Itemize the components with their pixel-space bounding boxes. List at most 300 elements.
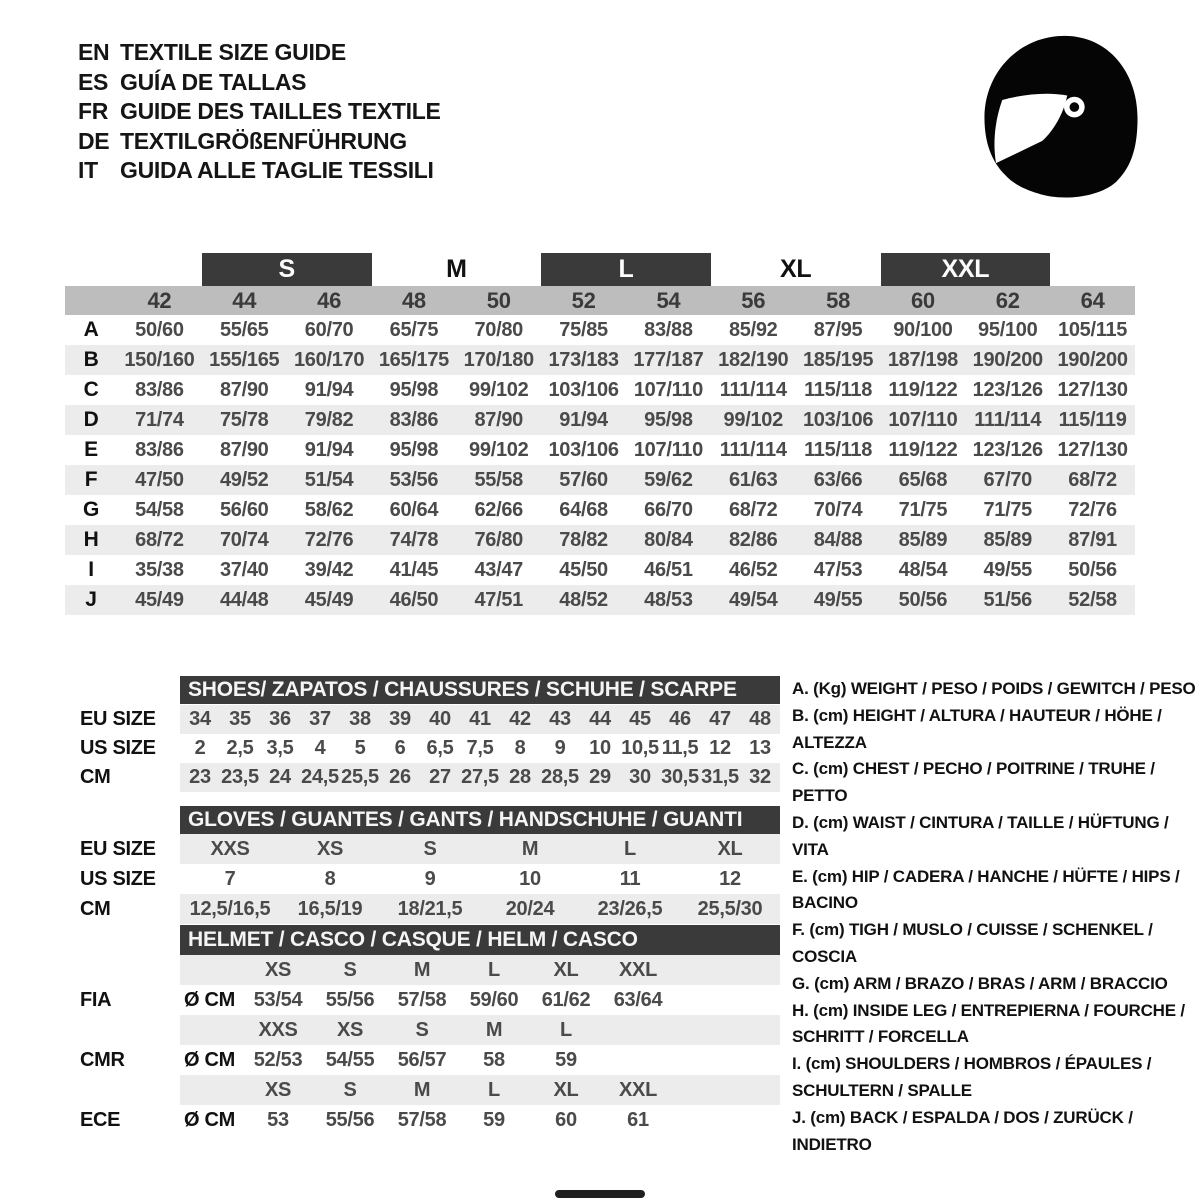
- size-value-cell: 35/38: [135, 559, 184, 581]
- size-value-cell: 52/58: [1068, 589, 1117, 611]
- gutter-spacer: [65, 806, 180, 834]
- shoes-value-cell: 25,5: [341, 766, 379, 788]
- textile-size-table: [65, 253, 1135, 615]
- shoes-row-values: [180, 705, 780, 734]
- size-value-cell: 91/94: [304, 439, 354, 461]
- helmet-size-grid: [180, 955, 780, 985]
- gloves-value-cell: 10: [519, 868, 541, 890]
- size-value-cell: 119/122: [888, 379, 958, 401]
- size-value-cell: 45/49: [304, 589, 354, 611]
- size-value-cell: 123/126: [972, 439, 1043, 461]
- size-value-cell: 68/72: [135, 529, 184, 551]
- size-value-cell: 85/89: [898, 529, 948, 551]
- helmet-value-cell: 53: [267, 1109, 289, 1131]
- language-line: [78, 97, 441, 127]
- helmet-size-label: XS: [336, 1019, 364, 1041]
- legend-item: I. (cm) SHOULDERS / HOMBROS / ÉPAULES / SCHULTERN / SPALLE: [792, 1054, 1152, 1100]
- measurement-rows: [65, 315, 1135, 615]
- shoes-value-cell: 9: [554, 737, 566, 759]
- shoes-value-cell: 5: [354, 737, 366, 759]
- helmet-size-label: M: [413, 959, 431, 981]
- size-value-cell: 95/98: [389, 379, 439, 401]
- size-number: 50: [486, 288, 511, 313]
- gloves-row: [65, 864, 780, 894]
- gloves-value-cell: 11: [619, 868, 641, 890]
- row-label: J: [85, 588, 97, 611]
- size-number: 56: [741, 288, 766, 313]
- gloves-value-cell: 25,5/30: [697, 898, 763, 920]
- size-number: 52: [571, 288, 596, 313]
- shoes-value-cell: 23: [189, 766, 211, 788]
- size-value-cell: 170/180: [463, 349, 534, 371]
- size-value-cell: 111/114: [719, 439, 787, 461]
- size-value-cell: 160/170: [293, 349, 365, 371]
- shoes-value-cell: 12: [709, 737, 731, 759]
- gloves-row: [65, 894, 780, 924]
- helmet-value-cell: 55/56: [325, 989, 375, 1011]
- size-value-cell: 56/60: [219, 499, 269, 521]
- language-title: GUÍA DE TALLAS: [120, 68, 307, 95]
- size-value-cell: 50/56: [898, 589, 948, 611]
- size-value-cell: 87/90: [474, 409, 524, 431]
- language-code: ES: [78, 68, 109, 95]
- size-value-cell: 99/102: [723, 409, 783, 431]
- size-value-cell: 185/195: [802, 349, 874, 371]
- helmet-value-row: [65, 1045, 780, 1075]
- gloves-row-values: [180, 834, 780, 864]
- size-value-cell: 48/53: [644, 589, 693, 611]
- shoes-value-cell: 37: [309, 708, 331, 730]
- shoes-value-cell: 27,5: [461, 766, 499, 788]
- gloves-value-cell: XL: [717, 838, 743, 860]
- shoes-value-cell: 47: [709, 708, 731, 730]
- helmet-size-label: L: [488, 959, 500, 981]
- size-value-cell: 55/58: [474, 469, 524, 491]
- legend-item: G. (cm) ARM / BRAZO / BRAS / ARM / BRACCIO: [792, 973, 1168, 993]
- size-value-cell: 173/183: [548, 349, 619, 371]
- size-value-cell: 72/76: [1068, 499, 1117, 521]
- shoes-value-cell: 46: [669, 708, 691, 730]
- size-value-cell: 95/100: [978, 319, 1038, 341]
- helmet-standard-group: [65, 1015, 780, 1075]
- size-value-cell: 43/47: [474, 559, 524, 581]
- gutter-spacer: [65, 676, 180, 705]
- size-value-cell: 50/60: [135, 319, 184, 341]
- size-value-cell: 70/80: [474, 319, 524, 341]
- language-title: TEXTILE SIZE GUIDE: [120, 39, 346, 65]
- row-label: A: [83, 318, 99, 341]
- size-value-cell: 46/52: [728, 559, 778, 581]
- gloves-row: [65, 834, 780, 864]
- size-value-cell: 79/82: [304, 409, 354, 431]
- row-label: F: [84, 468, 98, 491]
- helmet-standard-group: [65, 1075, 780, 1135]
- shoes-row-label: CM: [80, 766, 111, 788]
- shoes-row: [65, 763, 780, 792]
- legend-item: B. (cm) HEIGHT / ALTURA / HAUTEUR / HÖHE / ALTEZZA: [792, 705, 1162, 752]
- row-label: E: [84, 438, 98, 461]
- gloves-title: GLOVES / GUANTES / GANTS / HANDSCHUHE / GUANTI: [180, 806, 780, 834]
- shoes-value-cell: 10: [589, 737, 611, 759]
- size-value-cell: 49/55: [983, 559, 1033, 581]
- gloves-value-cell: 8: [324, 868, 336, 890]
- size-value-cell: 48/52: [559, 589, 608, 611]
- size-value-cell: 111/114: [974, 409, 1042, 431]
- helmet-size-label: S: [343, 1079, 357, 1101]
- gloves-value-cell: XS: [316, 838, 344, 860]
- size-value-cell: 95/98: [644, 409, 693, 431]
- helmet-size-label: XL: [553, 1079, 579, 1101]
- helmet-value-cell: 54/55: [325, 1049, 375, 1071]
- table-row: [65, 315, 1135, 345]
- size-value-cell: 90/100: [893, 319, 953, 341]
- language-code: FR: [78, 98, 109, 124]
- table-row: [65, 555, 1135, 585]
- size-value-cell: 64/68: [559, 499, 608, 521]
- size-value-cell: 67/70: [983, 469, 1033, 491]
- size-value-cell: 107/110: [633, 439, 703, 461]
- shoes-row: [65, 734, 780, 763]
- size-number: 60: [910, 288, 935, 313]
- helmet-unit-label: Ø CM: [184, 1049, 236, 1071]
- size-value-cell: 177/187: [633, 349, 704, 371]
- language-header: [78, 38, 441, 186]
- size-value-cell: 75/85: [559, 319, 608, 341]
- language-title: TEXTILGRÖßENFÜHRUNG: [120, 127, 407, 154]
- table-row: [65, 585, 1135, 615]
- shoes-value-cell: 4: [314, 737, 326, 759]
- size-value-cell: 51/56: [983, 589, 1033, 611]
- shoes-value-cell: 24,5: [301, 766, 339, 788]
- helmet-unit-label: Ø CM: [184, 989, 236, 1011]
- size-band-row: [65, 253, 1135, 286]
- size-value-cell: 45/50: [559, 559, 608, 581]
- legend-item: F. (cm) TIGH / MUSLO / CUISSE / SCHENKEL / COSCIA: [792, 920, 1153, 966]
- helmet-value-cell: 57/58: [397, 989, 447, 1011]
- shoes-value-cell: 31,5: [701, 766, 739, 788]
- gloves-row-label: US SIZE: [80, 868, 156, 890]
- size-value-cell: 53/56: [389, 469, 439, 491]
- shoes-value-cell: 48: [749, 708, 771, 730]
- table-row: [65, 375, 1135, 405]
- shoes-value-cell: 23,5: [221, 766, 259, 788]
- gloves-row-values: [180, 864, 780, 894]
- shoes-section: [65, 676, 780, 792]
- size-value-cell: 39/42: [304, 559, 354, 581]
- size-value-cell: 68/72: [728, 499, 778, 521]
- shoes-value-cell: 26: [389, 766, 411, 788]
- helmet-standard-label: CMR: [80, 1049, 125, 1071]
- gloves-section: [65, 806, 780, 924]
- size-value-cell: 190/200: [972, 349, 1043, 371]
- shoes-value-cell: 6,5: [426, 737, 454, 759]
- gloves-value-cell: 12: [719, 868, 741, 890]
- helmet-size-row: [65, 955, 780, 985]
- shoes-value-cell: 30,5: [661, 766, 699, 788]
- helmet-size-grid: [180, 1015, 780, 1045]
- helmet-standard-label: FIA: [80, 989, 112, 1011]
- size-value-cell: 87/91: [1068, 529, 1117, 551]
- helmet-size-label: XS: [264, 959, 292, 981]
- size-value-cell: 66/70: [644, 499, 693, 521]
- shoes-row-values: [180, 763, 780, 792]
- size-value-cell: 68/72: [1068, 469, 1117, 491]
- helmet-size-label: L: [560, 1019, 572, 1041]
- language-code: EN: [78, 39, 110, 65]
- size-value-cell: 103/106: [802, 409, 874, 431]
- gloves-row-values: [180, 894, 780, 924]
- size-value-cell: 70/74: [813, 499, 863, 521]
- size-value-cell: 111/114: [719, 379, 787, 401]
- size-value-cell: 47/50: [135, 469, 184, 491]
- size-value-cell: 44/48: [219, 589, 269, 611]
- size-value-cell: 82/86: [728, 529, 778, 551]
- size-number: 42: [147, 288, 172, 313]
- size-value-cell: 49/55: [813, 589, 863, 611]
- shoes-value-cell: 39: [389, 708, 411, 730]
- gloves-value-cell: 16,5/19: [297, 898, 363, 920]
- gloves-value-cell: 18/21,5: [397, 898, 463, 920]
- size-value-cell: 57/60: [559, 469, 608, 491]
- table-row: [65, 495, 1135, 525]
- helmet-size-label: L: [488, 1079, 500, 1101]
- table-row: [65, 525, 1135, 555]
- size-value-cell: 46/51: [644, 559, 693, 581]
- shoes-value-cell: 7,5: [466, 737, 494, 759]
- header-spacer: [65, 286, 117, 315]
- row-label: G: [82, 498, 100, 521]
- unit-spacer: [180, 955, 242, 985]
- shoes-value-cell: 42: [509, 708, 531, 730]
- helmet-size-label: XL: [553, 959, 579, 981]
- gloves-value-cell: 9: [424, 868, 436, 890]
- language-line: [78, 68, 441, 98]
- language-title: GUIDA ALLE TAGLIE TESSILI: [120, 157, 434, 183]
- helmet-value-cell: 53/54: [253, 989, 303, 1011]
- size-value-cell: 50/56: [1068, 559, 1117, 581]
- helmet-value-cell: 56/57: [397, 1049, 447, 1071]
- size-value-cell: 74/78: [389, 529, 439, 551]
- size-value-cell: 62/66: [474, 499, 524, 521]
- shoes-value-cell: 8: [514, 737, 526, 759]
- row-label: H: [83, 528, 99, 551]
- table-row: [65, 465, 1135, 495]
- size-value-cell: 45/49: [135, 589, 184, 611]
- helmet-title: HELMET / CASCO / CASQUE / HELM / CASCO: [180, 925, 780, 955]
- size-value-cell: 51/54: [304, 469, 354, 491]
- gloves-rows: [65, 834, 780, 924]
- shoes-value-cell: 34: [189, 708, 211, 730]
- helmet-groups: [65, 955, 780, 1135]
- language-line: [78, 156, 441, 186]
- unit-spacer: [180, 1015, 242, 1045]
- row-label: D: [83, 408, 99, 431]
- size-number: 48: [401, 288, 426, 313]
- shoes-value-cell: 40: [429, 708, 451, 730]
- legend-item: C. (cm) CHEST / PECHO / POITRINE / TRUHE / PETTO: [792, 759, 1155, 806]
- size-value-cell: 107/110: [633, 379, 703, 401]
- shoes-value-cell: 28: [509, 766, 531, 788]
- size-band-xl: XL: [779, 255, 812, 283]
- gloves-row-label: EU SIZE: [80, 838, 156, 860]
- gloves-row-label: CM: [80, 898, 111, 920]
- helmet-size-row: [65, 1075, 780, 1105]
- legend-item: A. (Kg) WEIGHT / PESO / POIDS / GEWITCH / PESO: [792, 679, 1196, 698]
- size-value-cell: 127/130: [1057, 379, 1128, 401]
- gloves-value-cell: XXS: [210, 838, 250, 860]
- shoes-value-cell: 10,5: [621, 737, 659, 759]
- helmet-section: [65, 925, 780, 1135]
- helmet-value-cell: 52/53: [253, 1049, 303, 1071]
- helmet-standard-group: [65, 955, 780, 1015]
- helmet-value-cell: [602, 1045, 674, 1075]
- size-value-cell: 65/68: [898, 469, 948, 491]
- size-value-cell: 91/94: [559, 409, 608, 431]
- size-value-cell: 83/86: [135, 379, 184, 401]
- unit-spacer: [180, 1075, 242, 1105]
- helmet-size-row: [65, 1015, 780, 1045]
- table-row: [65, 405, 1135, 435]
- gloves-value-cell: L: [624, 838, 636, 860]
- shoes-value-cell: 2,5: [226, 737, 254, 759]
- size-value-cell: 123/126: [972, 379, 1043, 401]
- row-label: C: [83, 378, 99, 401]
- size-band-xxl: XXL: [881, 253, 1051, 286]
- gloves-title-row: [65, 806, 780, 834]
- size-value-cell: 60/70: [304, 319, 354, 341]
- measurement-legend: [792, 676, 1197, 1158]
- shoes-row: [65, 705, 780, 734]
- size-value-cell: 84/88: [813, 529, 863, 551]
- helmet-unit-label: Ø CM: [184, 1109, 236, 1131]
- helmet-value-cell: 60: [555, 1109, 577, 1131]
- racing-helmet-icon: [972, 22, 1150, 210]
- shoes-rows: [65, 705, 780, 792]
- size-value-cell: 95/98: [389, 439, 439, 461]
- size-value-cell: 83/86: [389, 409, 439, 431]
- helmet-size-label: M: [413, 1079, 431, 1101]
- size-value-cell: 58/62: [304, 499, 354, 521]
- shoes-row-label: EU SIZE: [80, 708, 156, 730]
- size-value-cell: 107/110: [888, 409, 958, 431]
- gloves-value-cell: M: [521, 838, 539, 860]
- size-value-cell: 119/122: [888, 439, 958, 461]
- gutter-spacer: [65, 1075, 180, 1105]
- helmet-value-grid: [180, 1105, 780, 1135]
- helmet-size-grid: [180, 1075, 780, 1105]
- size-value-cell: 46/50: [389, 589, 439, 611]
- helmet-size-label: XS: [264, 1079, 292, 1101]
- helmet-value-grid: [180, 985, 780, 1015]
- size-value-cell: 49/54: [728, 589, 778, 611]
- size-value-cell: 59/62: [644, 469, 693, 491]
- size-value-cell: 76/80: [474, 529, 524, 551]
- shoes-value-cell: 11,5: [661, 737, 699, 759]
- shoes-value-cell: 41: [469, 708, 491, 730]
- helmet-size-label: XXS: [258, 1019, 298, 1041]
- shoes-title: SHOES/ ZAPATOS / CHAUSSURES / SCHUHE / SCARPE: [180, 676, 780, 704]
- helmet-size-label: M: [485, 1019, 503, 1041]
- table-row: [65, 435, 1135, 465]
- size-value-cell: 63/66: [813, 469, 863, 491]
- shoes-value-cell: 44: [589, 708, 611, 730]
- size-value-cell: 155/165: [209, 349, 280, 371]
- size-value-cell: 190/200: [1057, 349, 1128, 371]
- size-value-cell: 85/92: [728, 319, 778, 341]
- size-value-cell: 70/74: [219, 529, 269, 551]
- shoes-value-cell: 24: [269, 766, 291, 788]
- helmet-value-cell: 59/60: [469, 989, 519, 1011]
- table-row: [65, 345, 1135, 375]
- size-band-s: S: [202, 253, 372, 286]
- shoes-value-cell: 6: [394, 737, 406, 759]
- helmet-value-cell: 61/62: [541, 989, 591, 1011]
- size-value-cell: 71/75: [983, 499, 1033, 521]
- gloves-value-cell: 20/24: [505, 898, 555, 920]
- gloves-value-cell: 12,5/16,5: [189, 898, 271, 920]
- helmet-value-cell: 59: [555, 1049, 577, 1071]
- gutter-spacer: [65, 925, 180, 955]
- size-value-cell: 87/90: [219, 379, 269, 401]
- shoes-value-cell: 13: [749, 737, 771, 759]
- size-value-cell: 150/160: [124, 349, 195, 371]
- shoes-value-cell: 30: [629, 766, 651, 788]
- language-line: [78, 38, 441, 68]
- size-value-cell: 41/45: [389, 559, 439, 581]
- size-value-cell: 187/198: [887, 349, 959, 371]
- helmet-size-label: [602, 1015, 674, 1045]
- size-number-header: [65, 286, 1135, 315]
- size-value-cell: 103/106: [548, 439, 619, 461]
- size-value-cell: 115/118: [804, 379, 873, 401]
- size-value-cell: 165/175: [378, 349, 450, 371]
- size-number: 46: [317, 288, 342, 313]
- size-value-cell: 47/51: [474, 589, 524, 611]
- shoes-value-cell: 43: [549, 708, 571, 730]
- size-value-cell: 75/78: [219, 409, 269, 431]
- size-value-cell: 87/95: [813, 319, 863, 341]
- helmet-size-label: XXL: [619, 959, 657, 981]
- legend-item: J. (cm) BACK / ESPALDA / DOS / ZURÜCK / INDIETRO: [792, 1107, 1133, 1154]
- helmet-size-label: XXL: [619, 1079, 657, 1101]
- language-code: DE: [78, 127, 110, 154]
- size-band-m: M: [446, 255, 467, 283]
- shoes-value-cell: 28,5: [541, 766, 579, 788]
- bottom-indicator-bar: [555, 1190, 645, 1198]
- size-value-cell: 103/106: [548, 379, 619, 401]
- size-value-cell: 87/90: [219, 439, 269, 461]
- size-value-cell: 182/190: [718, 349, 789, 371]
- size-value-cell: 83/88: [644, 319, 693, 341]
- row-label: B: [83, 348, 99, 371]
- shoes-row-values: [180, 734, 780, 763]
- helmet-value-cell: 55/56: [325, 1109, 375, 1131]
- shoes-value-cell: 36: [269, 708, 291, 730]
- helmet-title-row: [65, 925, 780, 955]
- helmet-value-cell: 57/58: [397, 1109, 447, 1131]
- shoes-value-cell: 2: [194, 737, 206, 759]
- size-number: 44: [232, 288, 257, 313]
- gloves-value-cell: 23/26,5: [597, 898, 663, 920]
- size-value-cell: 99/102: [469, 439, 529, 461]
- helmet-value-cell: 61: [627, 1109, 649, 1131]
- shoes-value-cell: 27: [429, 766, 451, 788]
- helmet-standard-label: ECE: [80, 1109, 121, 1131]
- shoes-value-cell: 38: [349, 708, 371, 730]
- size-number: 58: [826, 288, 851, 313]
- size-value-cell: 37/40: [219, 559, 269, 581]
- size-value-cell: 49/52: [219, 469, 269, 491]
